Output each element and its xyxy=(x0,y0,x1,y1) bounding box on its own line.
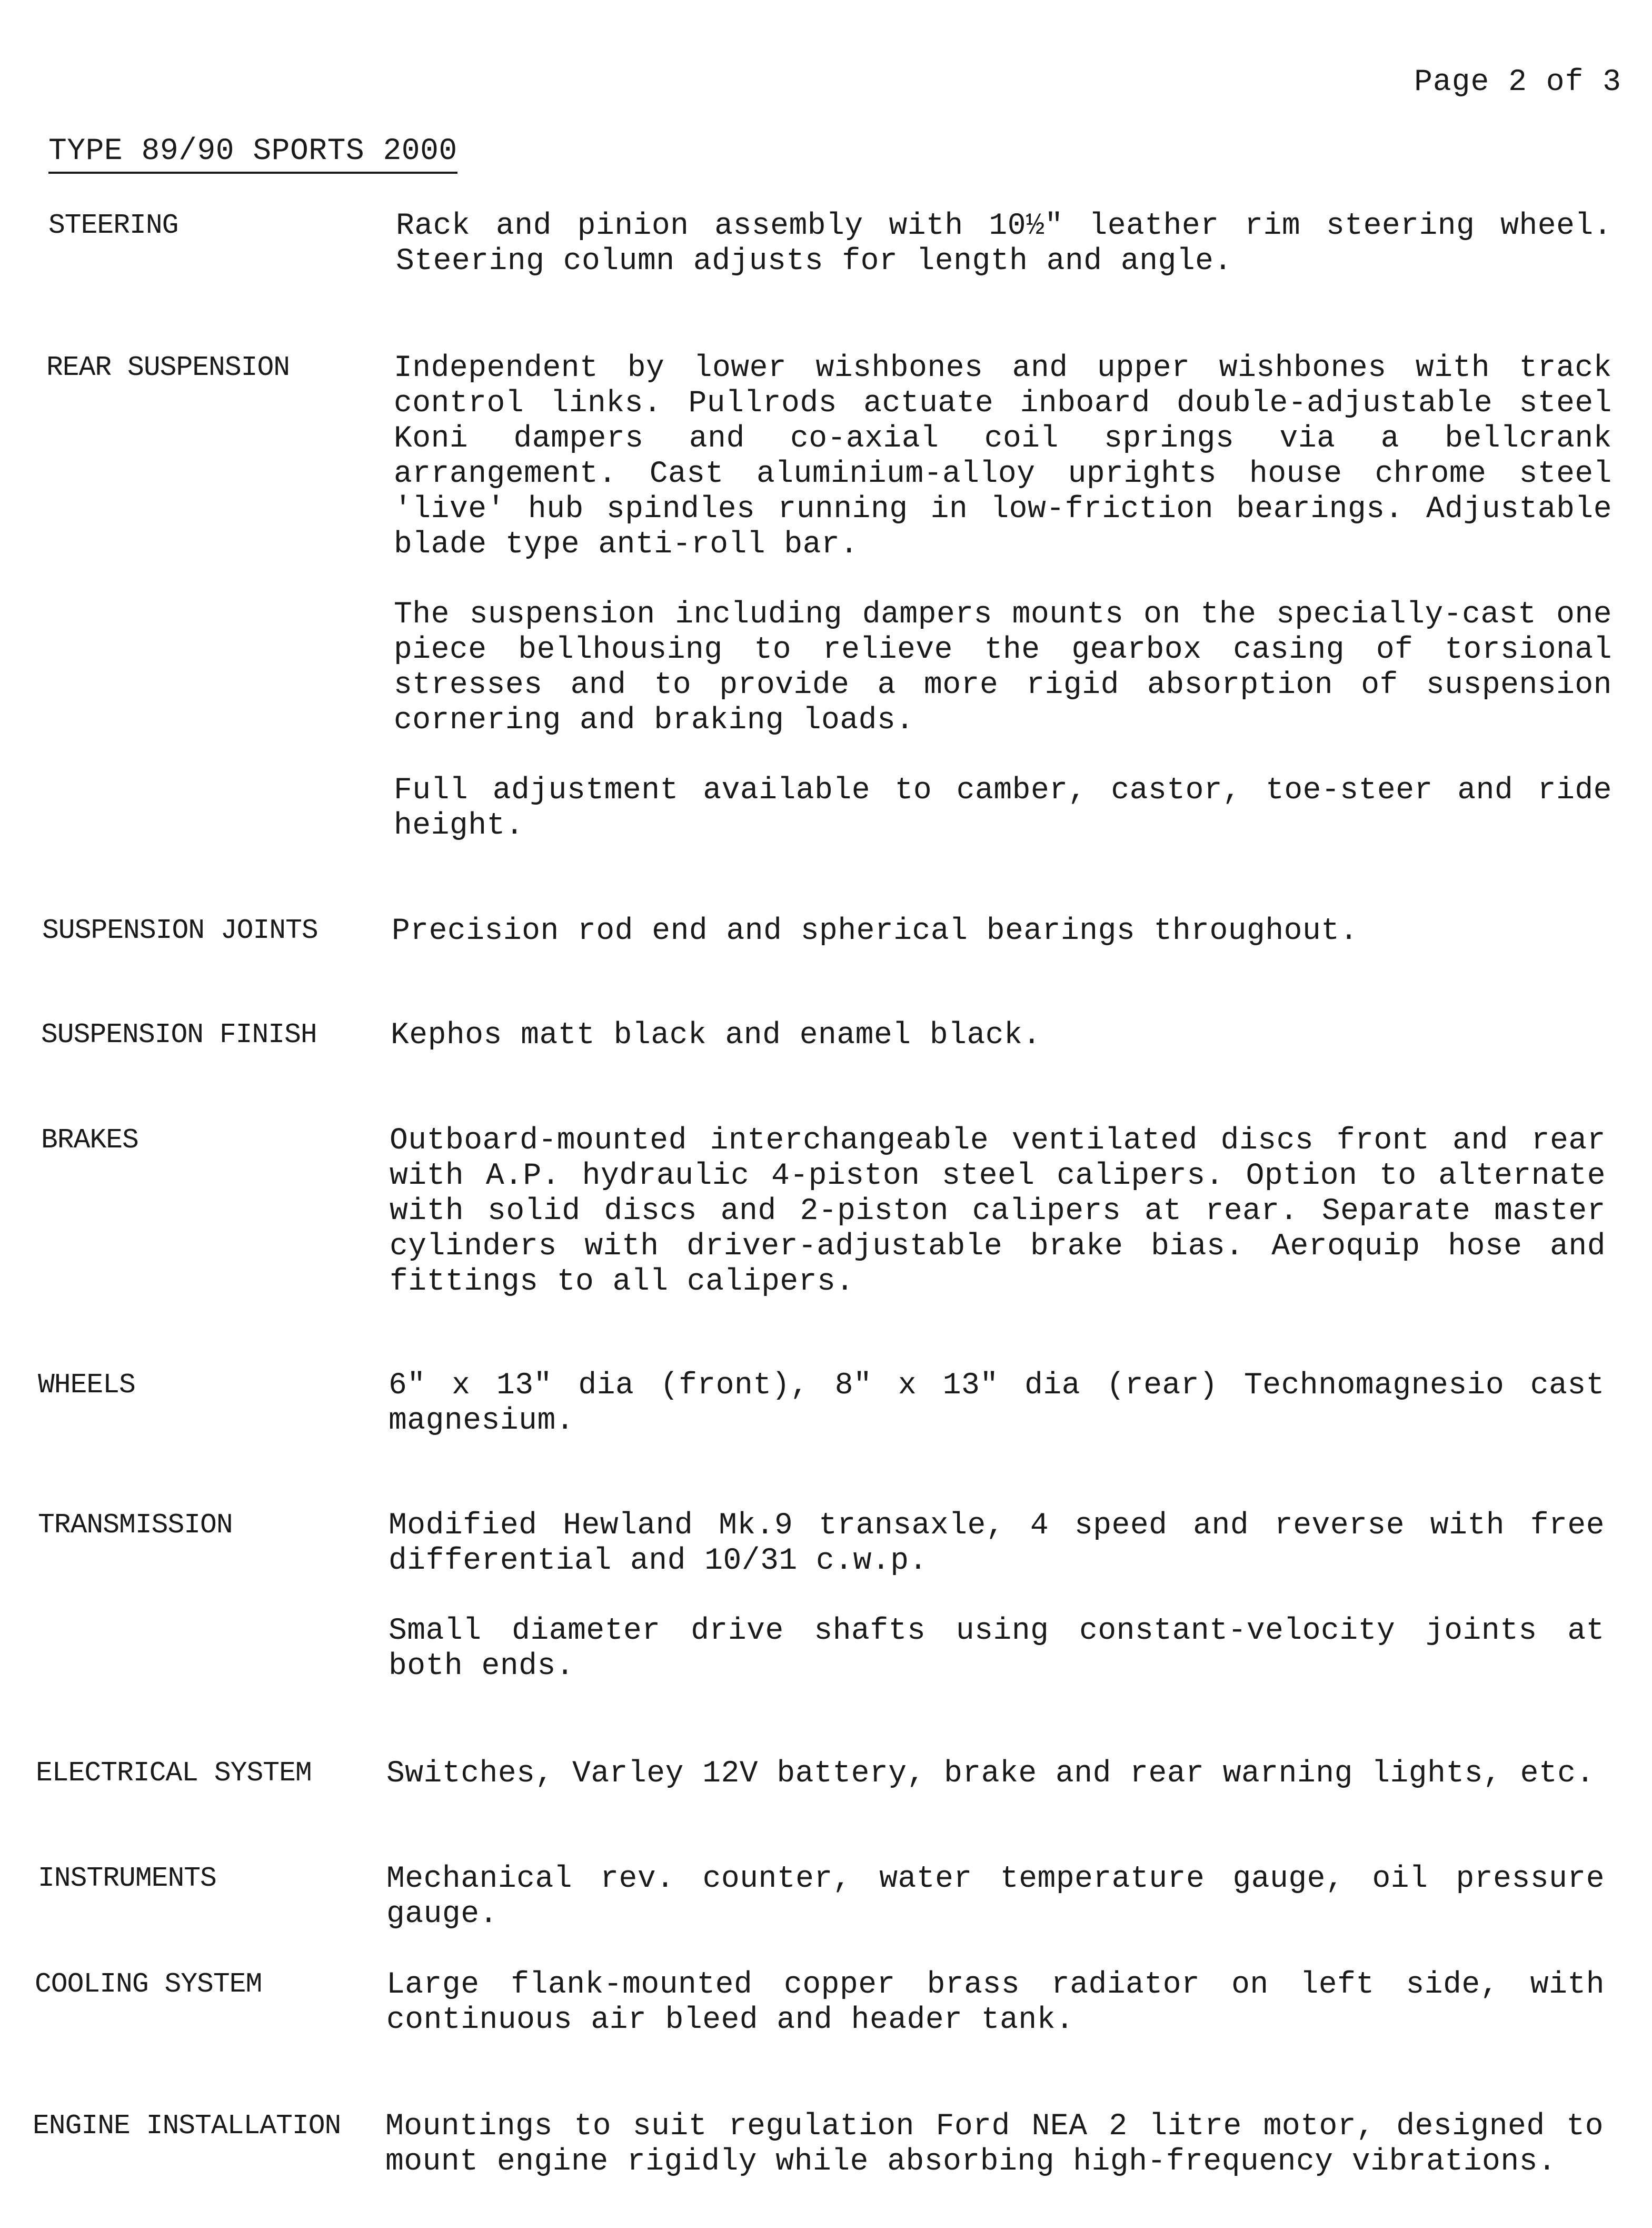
spec-paragraph: Mountings to suit regulation Ford NEA 2 litre motor, designed to mount engine rigidly while absorbing high-frequency vibrations. xyxy=(385,2110,1604,2179)
spec-paragraph: Precision rod end and spherical bearings throughout. xyxy=(392,914,1358,948)
spec-label: BRAKES xyxy=(41,1124,138,1156)
spec-label: ENGINE INSTALLATION xyxy=(33,2110,341,2142)
spec-description xyxy=(389,1368,1605,1439)
spec-description xyxy=(386,1967,1605,2038)
spec-paragraph: Full adjustment available to camber, castor, toe-steer and ride height. xyxy=(394,774,1612,843)
spec-label: SUSPENSION FINISH xyxy=(41,1019,317,1051)
spec-description xyxy=(385,2109,1604,2180)
spec-label: INSTRUMENTS xyxy=(38,1863,216,1894)
document-title: TYPE 89/90 SPORTS 2000 xyxy=(48,134,457,174)
spec-description xyxy=(389,1508,1605,1684)
spec-description xyxy=(386,1861,1605,1932)
spec-paragraph: Mechanical rev. counter, water temperature gauge, oil pressure gauge. xyxy=(386,1862,1605,1932)
spec-paragraph: Switches, Varley 12V battery, brake and rear warning lights, etc. xyxy=(386,1757,1595,1791)
spec-paragraph: Independent by lower wishbones and upper wishbones with track control links. Pullrods actuate inboard double-adjustable steel Koni dampers and co-axial coil springs via a bellcrank arrangement. Cast aluminium-alloy uprights house chrome steel 'live' hub spindles running in low-friction bearings. Adjustable blade type anti-roll bar. xyxy=(394,351,1612,562)
spec-label: COOLING SYSTEM xyxy=(35,1968,262,2000)
spec-label: SUSPENSION JOINTS xyxy=(42,915,318,946)
page-number: Page 2 of 3 xyxy=(1414,65,1621,100)
spec-paragraph: Rack and pinion assembly with 10½" leather rim steering wheel. Steering column adjusts for length and angle. xyxy=(396,209,1612,279)
spec-label: TRANSMISSION xyxy=(38,1509,233,1541)
spec-paragraph: Modified Hewland Mk.9 transaxle, 4 speed and reverse with free differential and 10/31 c.w.p. xyxy=(389,1509,1605,1578)
spec-description xyxy=(392,914,1612,949)
spec-paragraph: Kephos matt black and enamel black. xyxy=(391,1018,1041,1053)
spec-paragraph: Small diameter drive shafts using constant-velocity joints at both ends. xyxy=(389,1614,1605,1684)
spec-paragraph: The suspension including dampers mounts on the specially-cast one piece bellhousing to relieve the gearbox casing of torsional stresses and to provide a more rigid absorption of suspension cornering and braking loads. xyxy=(394,598,1612,738)
spec-paragraph: 6" x 13" dia (front), 8" x 13" dia (rear) Technomagnesio cast magnesium. xyxy=(389,1369,1605,1438)
spec-description xyxy=(390,1123,1606,1300)
spec-label: STEERING xyxy=(48,210,178,241)
spec-paragraph: Outboard-mounted interchangeable ventilated discs front and rear with A.P. hydraulic 4-piston steel calipers. Option to alternate with solid discs and 2-piston calipers at rear. Separate master cylinders with driver-adjustable brake bias. Aeroquip hose and fittings to all calipers. xyxy=(390,1124,1606,1299)
spec-paragraph: Large flank-mounted copper brass radiator on left side, with continuous air bleed and header tank. xyxy=(386,1968,1605,2037)
spec-label: WHEELS xyxy=(38,1369,135,1401)
spec-label: ELECTRICAL SYSTEM xyxy=(36,1757,312,1789)
spec-description xyxy=(396,209,1612,279)
spec-description xyxy=(394,351,1612,844)
spec-description xyxy=(386,1756,1605,1791)
spec-description xyxy=(391,1018,1611,1053)
spec-label: REAR SUSPENSION xyxy=(46,352,290,383)
